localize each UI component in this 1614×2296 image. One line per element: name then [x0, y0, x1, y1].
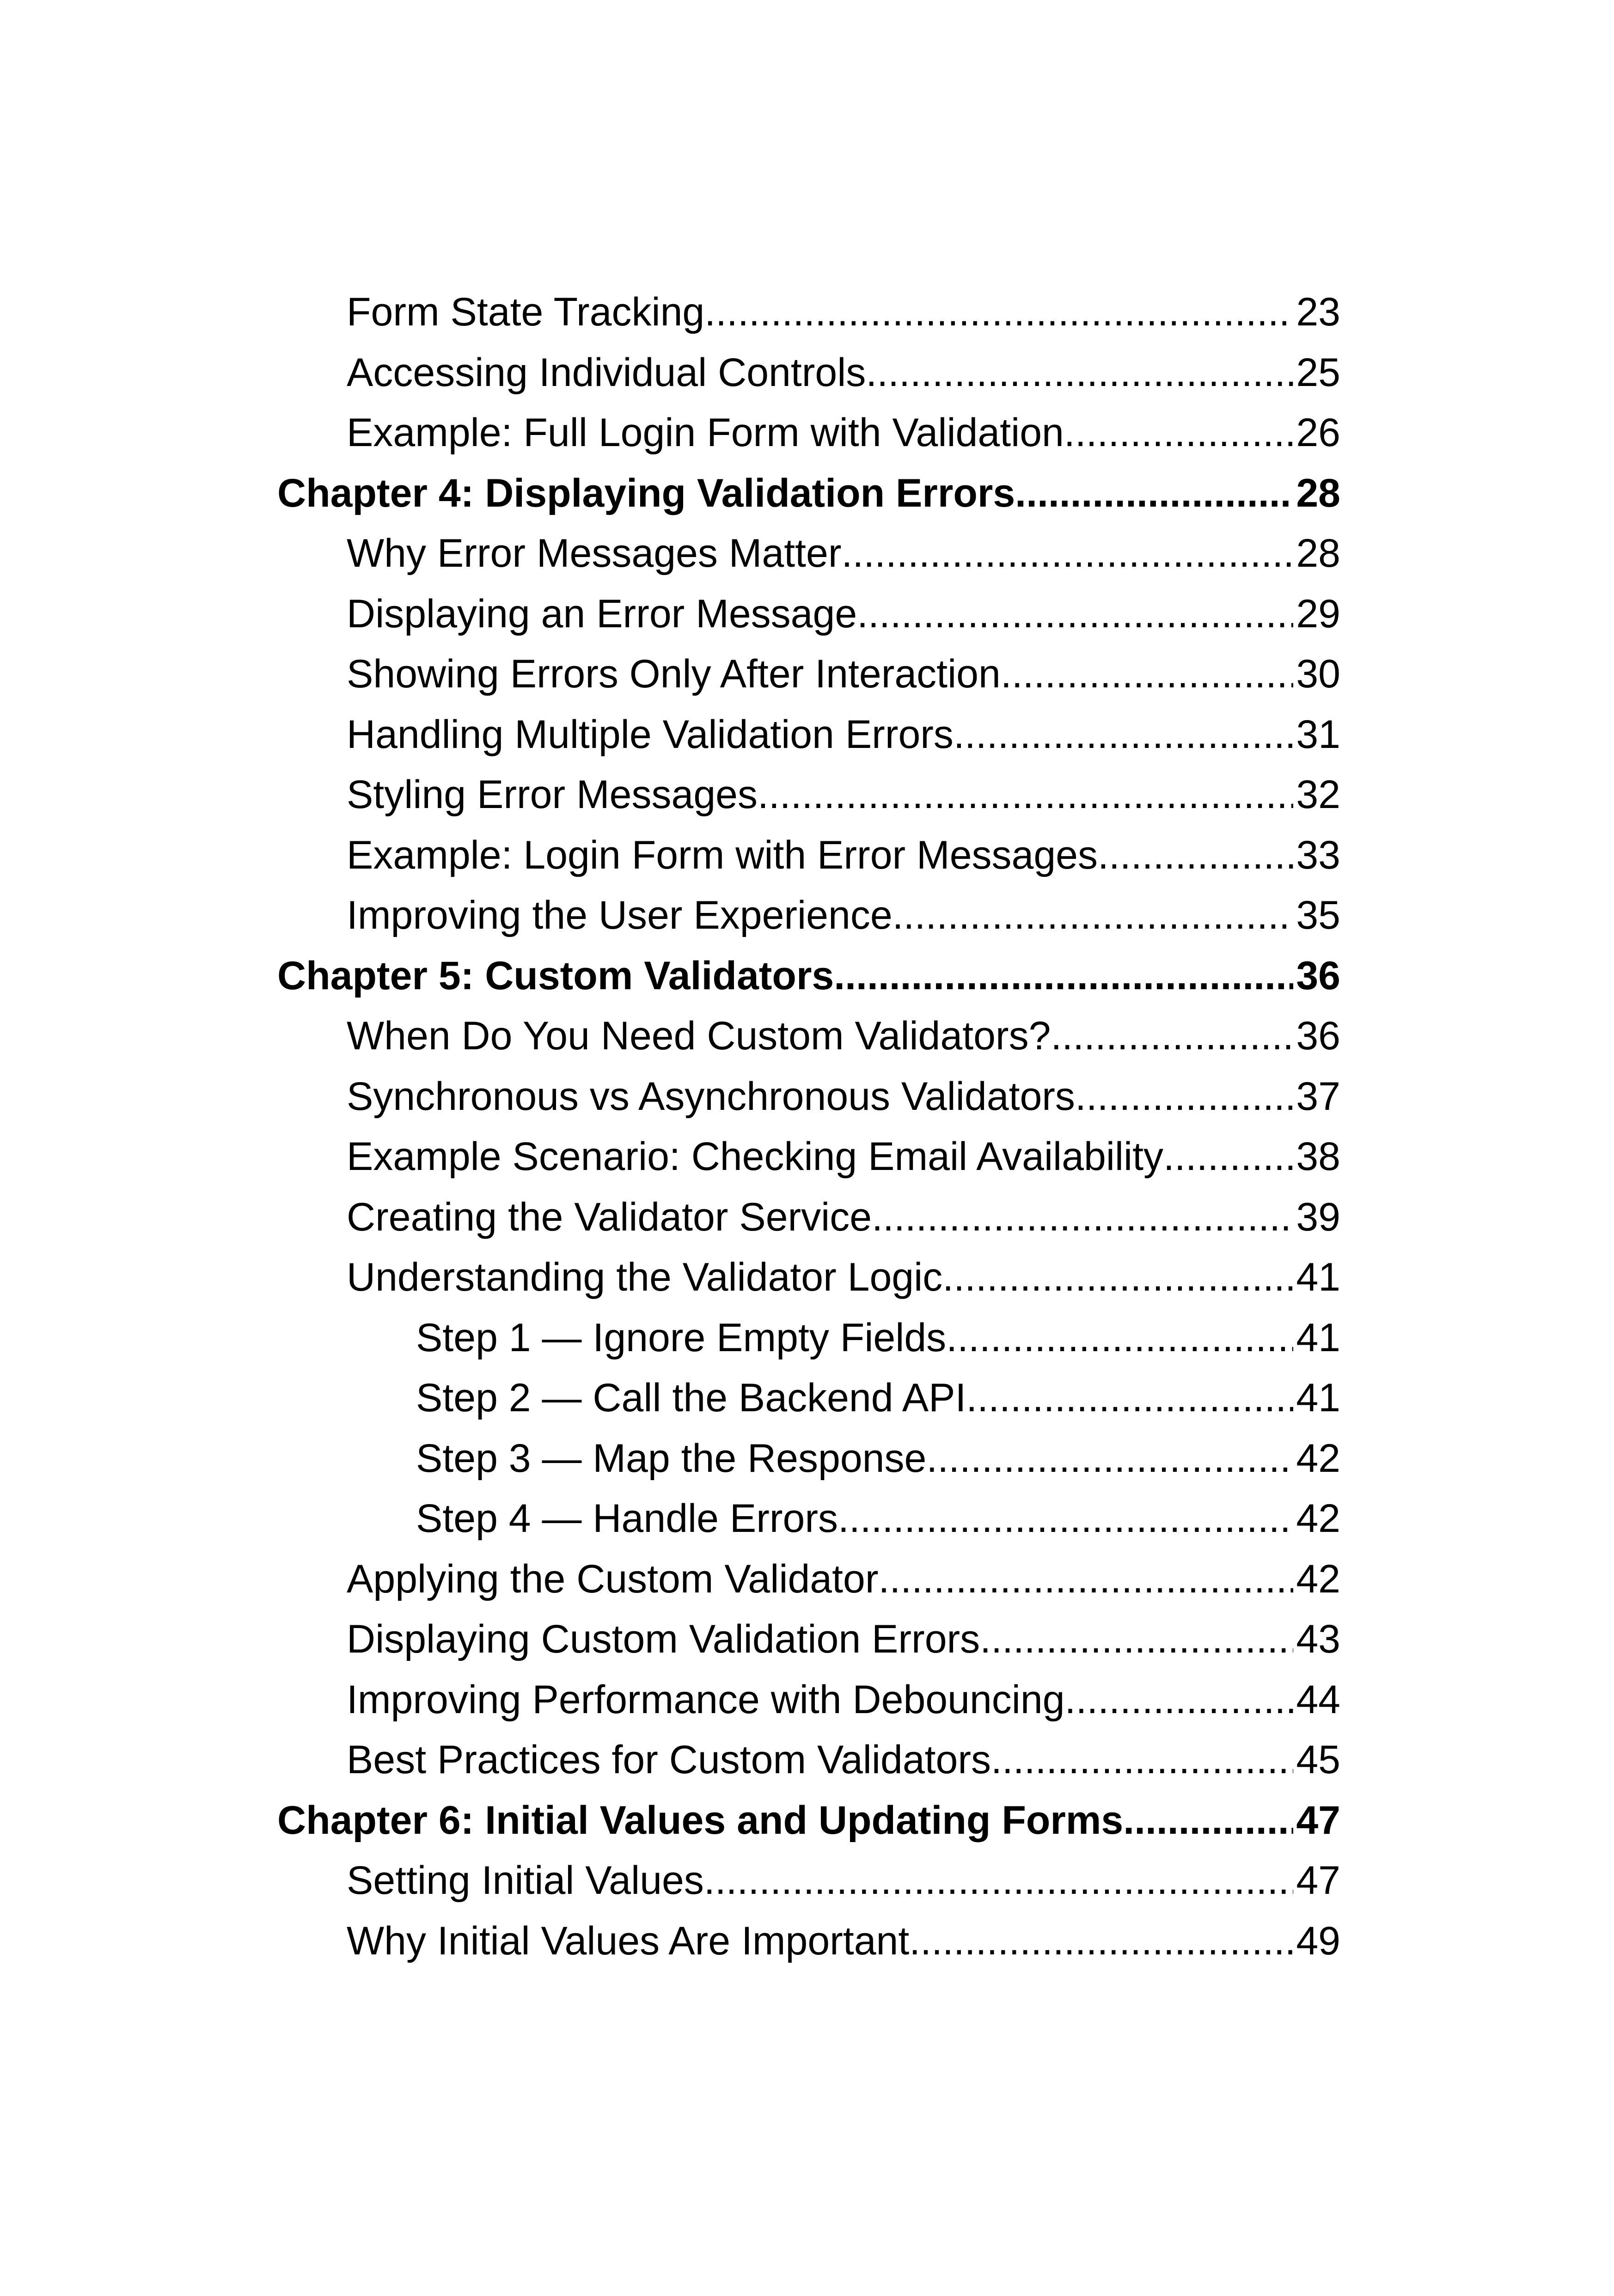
toc-page-number: 49 — [1296, 1918, 1340, 1963]
toc-dot-leader — [1098, 825, 1293, 886]
toc-page-number: 28 — [1296, 531, 1340, 576]
toc-chapter-entry — [277, 463, 1340, 524]
toc-subsection-entry — [277, 1368, 1340, 1428]
toc-dot-leader — [1015, 463, 1293, 524]
toc-page-number: 36 — [1296, 953, 1340, 998]
toc-dot-leader — [1075, 1066, 1293, 1127]
toc-page-number: 44 — [1296, 1677, 1340, 1722]
toc-chapter-entry — [277, 946, 1340, 1006]
toc-section-entry — [277, 1066, 1340, 1127]
toc-section-entry — [277, 1609, 1340, 1670]
toc-page-number: 41 — [1296, 1376, 1340, 1420]
toc-section-entry — [277, 1006, 1340, 1066]
toc-entry-title: Why Initial Values Are Important — [347, 1918, 910, 1963]
toc-section-entry — [277, 1670, 1340, 1730]
toc-dot-leader — [926, 1428, 1293, 1489]
toc-entry-title: Example Scenario: Checking Email Availability — [347, 1134, 1164, 1179]
toc-dot-leader — [704, 282, 1293, 343]
toc-dot-leader — [841, 523, 1293, 584]
toc-entry-title: Showing Errors Only After Interaction — [347, 652, 1001, 696]
toc-dot-leader — [1163, 1127, 1293, 1187]
toc-dot-leader — [866, 343, 1293, 403]
toc-page-number: 28 — [1296, 471, 1340, 515]
toc-entry-title: Creating the Validator Service — [347, 1194, 872, 1239]
toc-dot-leader — [909, 1911, 1293, 1971]
toc-entry-title: Improving Performance with Debouncing — [347, 1677, 1065, 1722]
toc-entry-title: Example: Full Login Form with Validation — [347, 410, 1064, 455]
toc-dot-leader — [704, 1850, 1293, 1911]
toc-section-entry — [277, 403, 1340, 463]
toc-entry-title: Step 3 — Map the Response — [416, 1436, 927, 1481]
toc-page-number: 29 — [1296, 591, 1340, 636]
toc-dot-leader — [954, 704, 1293, 765]
toc-page-number: 47 — [1296, 1798, 1340, 1843]
toc-section-entry — [277, 825, 1340, 886]
toc-dot-leader — [991, 1730, 1293, 1790]
toc-chapter-entry — [277, 1790, 1340, 1851]
toc-page-number: 33 — [1296, 833, 1340, 877]
toc-dot-leader — [966, 1368, 1293, 1428]
toc-section-entry — [277, 765, 1340, 825]
toc-section-entry — [277, 1850, 1340, 1911]
table-of-contents — [277, 282, 1340, 1971]
toc-entry-title: Step 4 — Handle Errors — [416, 1496, 838, 1541]
toc-subsection-entry — [277, 1308, 1340, 1368]
toc-page-number: 47 — [1296, 1858, 1340, 1903]
toc-entry-title: Synchronous vs Asynchronous Validators — [347, 1074, 1075, 1119]
toc-page-number: 37 — [1296, 1074, 1340, 1119]
toc-page-number: 41 — [1296, 1315, 1340, 1360]
toc-section-entry — [277, 885, 1340, 946]
toc-entry-title: Setting Initial Values — [347, 1858, 704, 1903]
toc-page-number: 43 — [1296, 1617, 1340, 1661]
toc-dot-leader — [980, 1609, 1293, 1670]
toc-entry-title: Example: Login Form with Error Messages — [347, 833, 1098, 877]
toc-section-entry — [277, 523, 1340, 584]
toc-page-number: 35 — [1296, 893, 1340, 937]
toc-section-entry — [277, 1730, 1340, 1790]
toc-dot-leader — [942, 1247, 1293, 1308]
toc-section-entry — [277, 1911, 1340, 1971]
toc-entry-title: Improving the User Experience — [347, 893, 893, 937]
toc-page-number: 31 — [1296, 712, 1340, 757]
toc-entry-title: Accessing Individual Controls — [347, 350, 866, 395]
toc-entry-title: Chapter 6: Initial Values and Updating Forms — [277, 1798, 1124, 1843]
toc-section-entry — [277, 1127, 1340, 1187]
toc-dot-leader — [946, 1308, 1293, 1368]
toc-entry-title: When Do You Need Custom Validators? — [347, 1014, 1051, 1058]
toc-section-entry — [277, 644, 1340, 704]
toc-dot-leader — [878, 1549, 1293, 1610]
toc-entry-title: Chapter 5: Custom Validators — [277, 953, 834, 998]
toc-entry-title: Step 1 — Ignore Empty Fields — [416, 1315, 947, 1360]
toc-entry-title: Understanding the Validator Logic — [347, 1255, 943, 1299]
toc-entry-title: Handling Multiple Validation Errors — [347, 712, 954, 757]
toc-dot-leader — [1051, 1006, 1293, 1066]
toc-page-number: 32 — [1296, 772, 1340, 817]
toc-dot-leader — [1123, 1790, 1293, 1851]
toc-page-number: 25 — [1296, 350, 1340, 395]
toc-subsection-entry — [277, 1428, 1340, 1489]
toc-section-entry — [277, 343, 1340, 403]
toc-section-entry — [277, 282, 1340, 343]
toc-page-number: 23 — [1296, 290, 1340, 334]
toc-dot-leader — [758, 765, 1293, 825]
toc-section-entry — [277, 1187, 1340, 1248]
toc-page-number: 42 — [1296, 1556, 1340, 1601]
toc-entry-title: Form State Tracking — [347, 290, 705, 334]
toc-page-number: 26 — [1296, 410, 1340, 455]
toc-entry-title: Applying the Custom Validator — [347, 1556, 879, 1601]
toc-page-number: 30 — [1296, 652, 1340, 696]
toc-section-entry — [277, 1247, 1340, 1308]
toc-dot-leader — [1064, 403, 1293, 463]
toc-dot-leader — [872, 1187, 1293, 1248]
toc-dot-leader — [838, 1488, 1293, 1549]
toc-entry-title: Step 2 — Call the Backend API — [416, 1376, 966, 1420]
toc-dot-leader — [857, 584, 1293, 644]
toc-entry-title: Displaying Custom Validation Errors — [347, 1617, 980, 1661]
toc-page-number: 38 — [1296, 1134, 1340, 1179]
toc-entry-title: Displaying an Error Message — [347, 591, 857, 636]
toc-page-number: 36 — [1296, 1014, 1340, 1058]
toc-page-number: 42 — [1296, 1496, 1340, 1541]
toc-entry-title: Chapter 4: Displaying Validation Errors — [277, 471, 1015, 515]
toc-entry-title: Why Error Messages Matter — [347, 531, 842, 576]
toc-page-number: 45 — [1296, 1738, 1340, 1782]
toc-entry-title: Best Practices for Custom Validators — [347, 1738, 991, 1782]
toc-section-entry — [277, 704, 1340, 765]
toc-dot-leader — [834, 946, 1293, 1006]
toc-section-entry — [277, 584, 1340, 644]
toc-section-entry — [277, 1549, 1340, 1610]
toc-dot-leader — [1065, 1670, 1294, 1730]
toc-dot-leader — [1001, 644, 1293, 704]
toc-page-number: 42 — [1296, 1436, 1340, 1481]
toc-page-number: 41 — [1296, 1255, 1340, 1299]
toc-dot-leader — [893, 885, 1294, 946]
toc-page-number: 39 — [1296, 1194, 1340, 1239]
toc-subsection-entry — [277, 1488, 1340, 1549]
toc-entry-title: Styling Error Messages — [347, 772, 758, 817]
